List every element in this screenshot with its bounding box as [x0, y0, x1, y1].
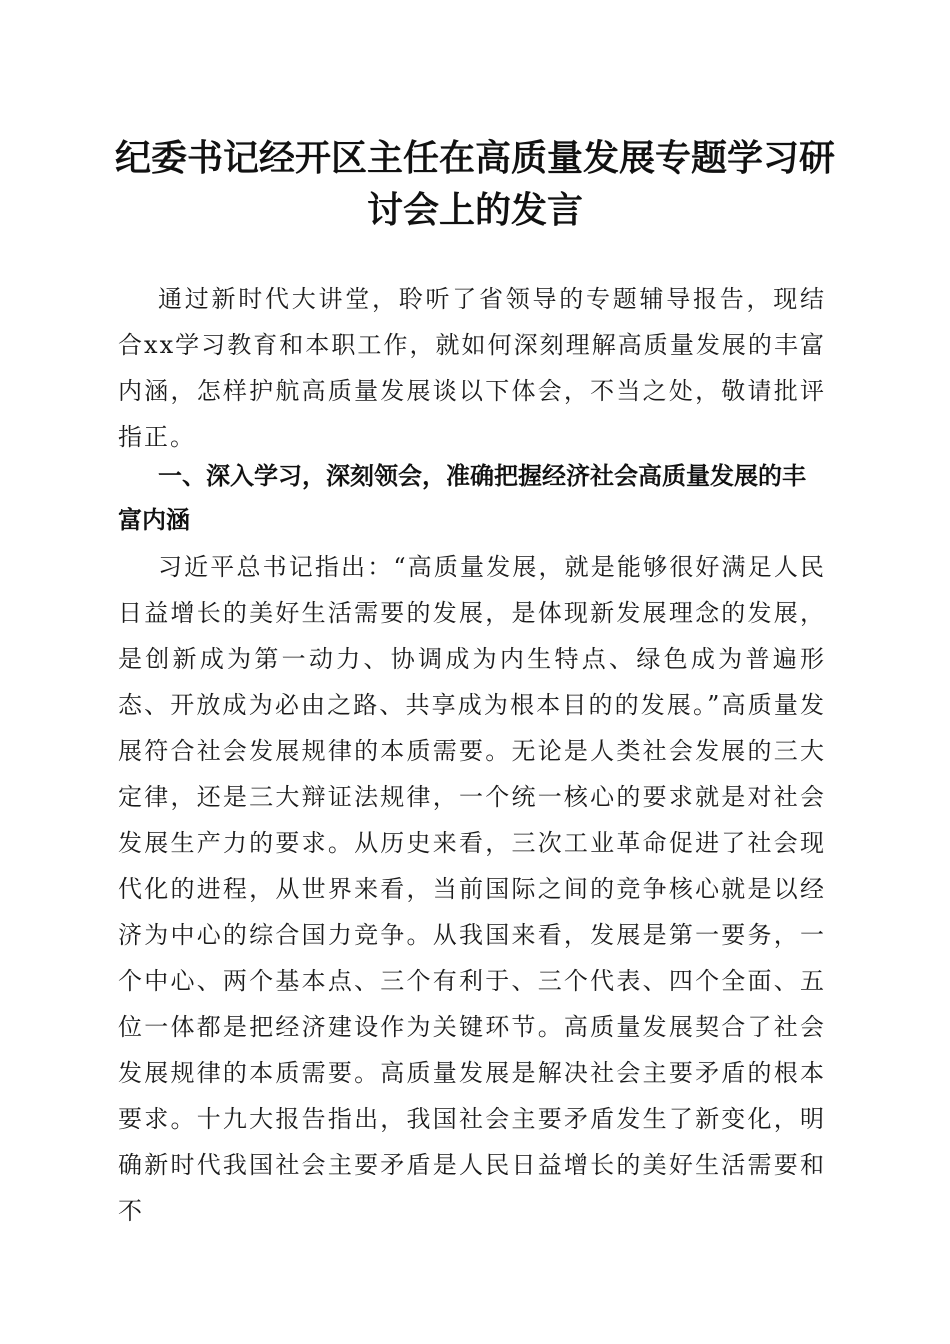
intro-paragraph: 通过新时代大讲堂，聆听了省领导的专题辅导报告，现结合xx学习教育和本职工作，就如何深刻理解高质量发展的丰富内涵，怎样护航高质量发展谈以下体会，不当之处，敬请批评指正。 — [118, 285, 826, 451]
document-title: 纪委书记经开区主任在高质量发展专题学习研讨会上的发言 — [114, 137, 835, 231]
section-heading: 一、深入学习，深刻领会，准确把握经济社会高质量发展的丰富内涵 — [118, 462, 806, 534]
section-paragraph: 习近平总书记指出：“高质量发展，就是能够很好满足人民日益增长的美好生活需要的发展，是体现新发展理念的发展，是创新成为第一动力、协调成为内生特点、绿色成为普遍形态、开放成为必由之路、共享成为根本目的的发展。”高质量发展符合社会发展规律的本质需要。无论是人类社会发展的三大定律，还是三大辩证法规律，一个统一核心的要求就是对社会发展生产力的要求。从历史来看，三次工业革命促进了社会现代化的进程，从世界来看，当前国际之间的竞争核心就是以经济为中心的综合国力竞争。从我国来看，发展是第一要务，一个中心、两个基本点、三个有利于、三个代表、四个全面、五位一体都是把经济建设作为关键环节。高质量发展契合了社会发展规律的本质需要。高质量发展是解决社会主要矛盾的根本要求。十九大报告指出，我国社会主要矛盾发生了新变化，明确新时代我国社会主要矛盾是人民日益增长的美好生活需要和不 — [118, 553, 826, 1225]
